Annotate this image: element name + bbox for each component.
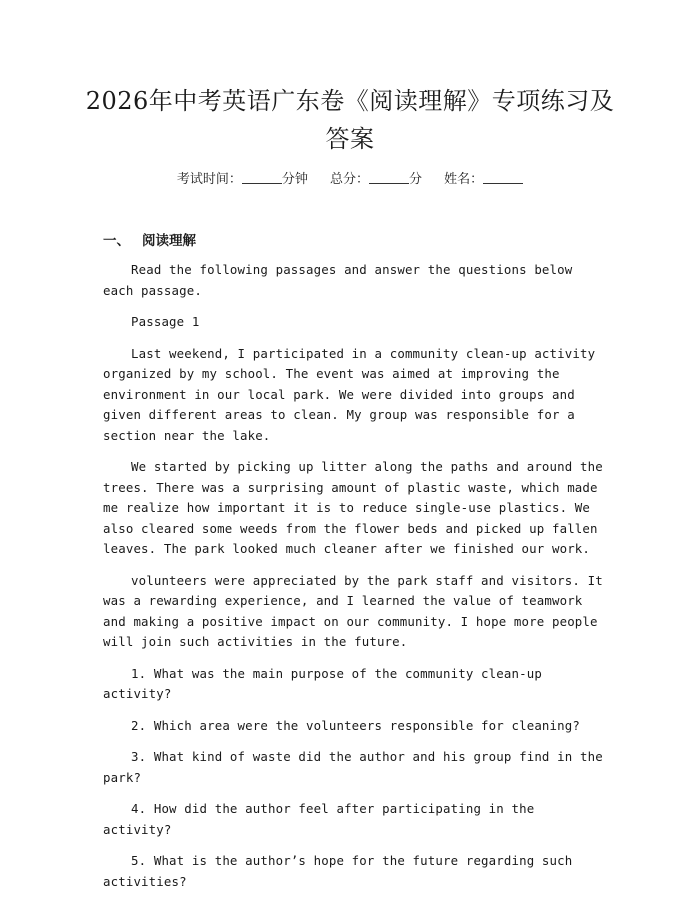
question-item: 2. Which area were the volunteers responsible for cleaning? (131, 717, 580, 733)
exam-time-label: 考试时间： (176, 172, 242, 187)
student-name-blank (483, 171, 523, 184)
section-number: 一、 (103, 233, 130, 249)
question-item: 1. What was the main purpose of the community clean-up activity? (103, 665, 542, 701)
passage-paragraph: We started by picking up litter along the paths and around the trees. There was a surprising amount of plastic waste, which made me realize how important it is to reduce single-use plastics. We also cleared some weeds from the flower beds and picked up fallen leaves. The park looked much cleaner after we finished our work. (103, 459, 603, 556)
total-score (330, 172, 422, 187)
section-title: 阅读理解 (142, 233, 196, 249)
total-score-unit: 分 (409, 172, 423, 187)
question-item: 3. What kind of waste did the author and his group find in the park? (103, 749, 603, 785)
exam-time-blank (242, 171, 282, 184)
exam-time-unit: 分钟 (281, 172, 308, 187)
passage-paragraph: volunteers were appreciated by the park staff and visitors. It was a rewarding experience, and I learned the value of teamwork and making a positive impact on our community. I hope more people will join such activities in the future. (103, 572, 603, 649)
exam-time (177, 172, 308, 187)
student-name-label: 姓名： (444, 172, 484, 187)
reading-content (103, 260, 603, 903)
passage-label: Passage 1 (131, 314, 200, 329)
exam-info-line (0, 168, 700, 187)
section-heading (103, 229, 196, 249)
question-item: 5. What is the author’s hope for the future regarding such activities? (103, 853, 573, 889)
instructions-text: Read the following passages and answer the questions below each passage. (103, 262, 573, 298)
student-name (444, 172, 523, 187)
passage-paragraph: Last weekend, I participated in a community clean-up activity organized by my school. The event was aimed at improving the environment in our local park. We were divided into groups and given different areas to clean. My group was responsible for a section near the lake. (103, 345, 596, 443)
document-title: 2026年中考英语广东卷《阅读理解》专项练习及答案 (85, 87, 615, 153)
question-item: 4. How did the author feel after participating in the activity? (103, 801, 535, 837)
total-score-blank (369, 171, 409, 184)
total-score-label: 总分： (329, 172, 369, 187)
